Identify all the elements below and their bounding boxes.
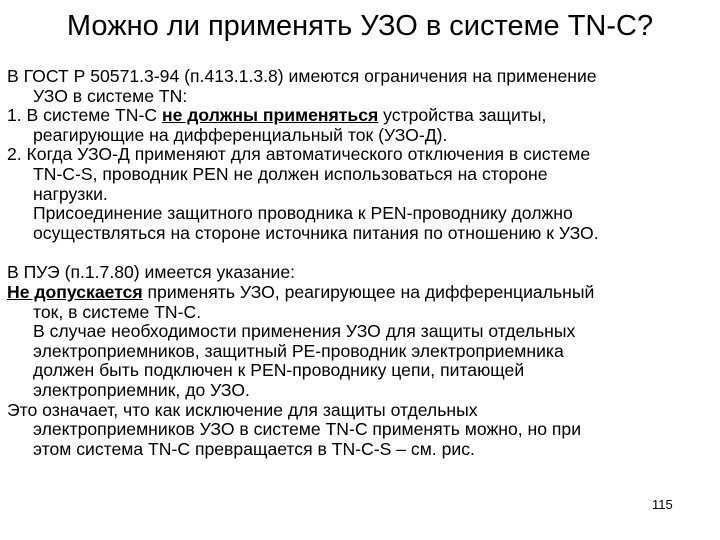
rule-2-line: Присоединение защитного проводника к PEN-проводнику должно bbox=[33, 203, 573, 224]
gost-intro-line: УЗО в системе TN: bbox=[33, 85, 188, 106]
rule-2-line: осуществляться на стороне источника питания по отношению к УЗО. bbox=[33, 222, 599, 243]
pue-rule-line: ток, в системе TN-C. bbox=[33, 301, 202, 322]
page-number: 115 bbox=[652, 497, 673, 512]
pue-exception-line: электроприемник, до УЗО. bbox=[33, 379, 250, 400]
rule-1-line bbox=[7, 106, 715, 126]
pue-exception-line: электроприемников, защитный PE-проводник электроприемника bbox=[33, 340, 564, 361]
conclusion-line: электроприемников УЗО в системе TN-C применять можно, но при bbox=[33, 419, 582, 440]
rule-2-line: нагрузки. bbox=[33, 183, 108, 204]
conclusion-line: этом система TN-C превращается в TN-C-S – см. рис. bbox=[33, 438, 475, 459]
pue-rule-line bbox=[7, 283, 715, 303]
gost-intro-line: В ГОСТ Р 50571.3-94 (п.413.1.3.8) имеются ограничения на применение bbox=[7, 66, 597, 86]
rule-1-suffix: устройства защиты, bbox=[378, 105, 547, 126]
rule-2-line: 2. Когда УЗО-Д применяют для автоматического отключения в системе bbox=[7, 144, 591, 165]
paragraph-gap bbox=[7, 243, 715, 263]
pue-exception-line: В случае необходимости применения УЗО для защиты отдельных bbox=[33, 321, 576, 342]
pue-rule-emphasis: Не допускается bbox=[7, 281, 143, 302]
rule-1-emphasis: не должны применяться bbox=[161, 105, 379, 126]
pue-intro-line: В ПУЭ (п.1.7.80) имеется указание: bbox=[7, 262, 296, 283]
pue-exception-line: должен быть подключен к PEN-проводнику цепи, питающей bbox=[33, 360, 525, 381]
conclusion-line: Это означает, что как исключение для защиты отдельных bbox=[7, 399, 478, 420]
slide-title: Можно ли применять УЗО в системе TN-C? bbox=[66, 10, 654, 42]
rule-1-line: реагирующие на дифференциальный ток (УЗО-Д). bbox=[33, 124, 448, 145]
rule-1-prefix: 1. В системе TN-C bbox=[7, 105, 162, 126]
pue-rule-suffix: применять УЗО, реагирующее на дифференциальный bbox=[142, 281, 595, 302]
slide-body bbox=[7, 67, 715, 459]
rule-2-line: TN-C-S, проводник PEN не должен использоваться на стороне bbox=[33, 163, 548, 184]
